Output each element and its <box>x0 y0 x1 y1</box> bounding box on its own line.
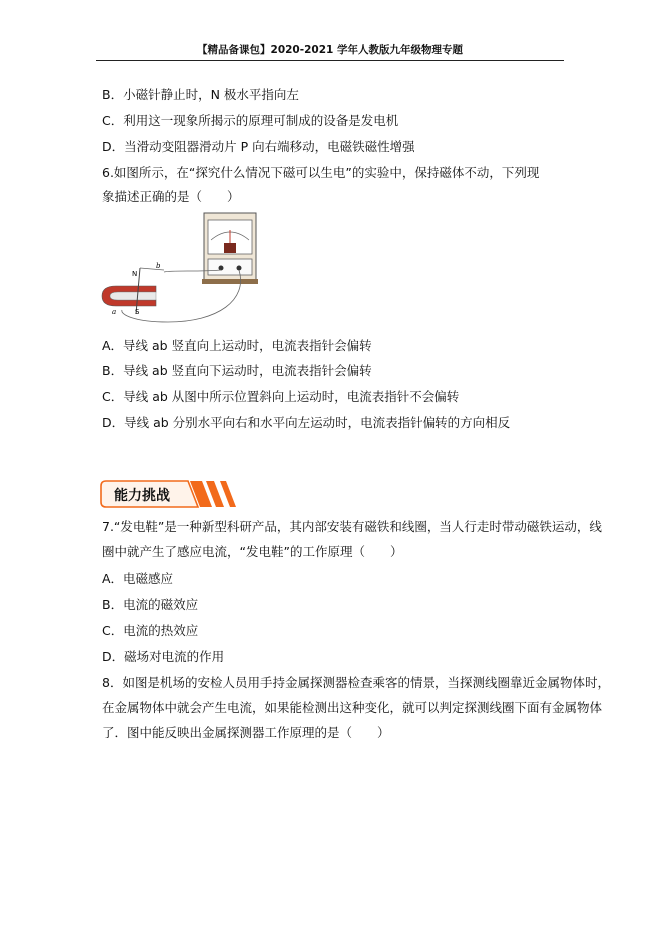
q6-option-b: B．导线 ab 竖直向下运动时，电流表指针会偏转 <box>102 363 372 378</box>
q7-stem-line1: 7.“发电鞋”是一种新型科研产品，其内部安装有磁铁和线圈，当人行走时带动磁铁运动，线 <box>102 519 602 534</box>
wire-end-a-label: a <box>112 308 117 316</box>
q6-stem-line1: 6.如图所示，在“探究什么情况下磁可以生电”的实验中，保持磁体不动，下列现 <box>102 165 540 180</box>
q5-option-d: D．当滑动变阻器滑动片 P 向右端移动，电磁铁磁性增强 <box>102 139 415 154</box>
magnet-south-label: S <box>135 308 140 316</box>
q7-option-a: A．电磁感应 <box>102 571 174 586</box>
q7-stem-line2: 圈中就产生了感应电流，“发电鞋”的工作原理（ ） <box>102 544 403 559</box>
u-magnet <box>102 286 156 306</box>
q6-option-a: A．导线 ab 竖直向上运动时，电流表指针会偏转 <box>102 338 372 353</box>
section-title: 能力挑战 <box>114 488 170 504</box>
magnet-north-label: N <box>132 270 138 278</box>
q7-option-c: C．电流的热效应 <box>102 623 199 638</box>
section-banner <box>100 478 240 510</box>
q8-stem-line2: 在金属物体中就会产生电流，如果能检测出这种变化，就可以判定探测线圈下面有金属物体 <box>102 700 603 715</box>
galvanometer <box>202 213 258 284</box>
header-divider <box>96 60 564 61</box>
q6-option-d: D．导线 ab 分别水平向右和水平向左运动时，电流表指针偏转的方向相反 <box>102 415 511 430</box>
wire-end-b-label: b <box>156 262 161 270</box>
q8-stem-line3: 了．图中能反映出金属探测器工作原理的是（ ） <box>102 725 390 740</box>
q8-stem-line1: 8．如图是机场的安检人员用手持金属探测器检查乘客的情景，当探测线圈靠近金属物体时， <box>102 675 610 690</box>
q6-stem-line2: 象描述正确的是（ ） <box>102 189 240 204</box>
q5-option-c: C．利用这一现象所揭示的原理可制成的设备是发电机 <box>102 113 399 128</box>
q6-option-c: C．导线 ab 从图中所示位置斜向上运动时，电流表指针不会偏转 <box>102 389 460 404</box>
q6-induction-figure <box>98 210 273 326</box>
page-header: 【精品备课包】2020-2021 学年人教版九年级物理专题 <box>197 44 463 56</box>
q7-option-b: B．电流的磁效应 <box>102 597 199 612</box>
q7-option-d: D．磁场对电流的作用 <box>102 649 225 664</box>
q5-option-b: B．小磁针静止时，N 极水平指向左 <box>102 87 299 102</box>
